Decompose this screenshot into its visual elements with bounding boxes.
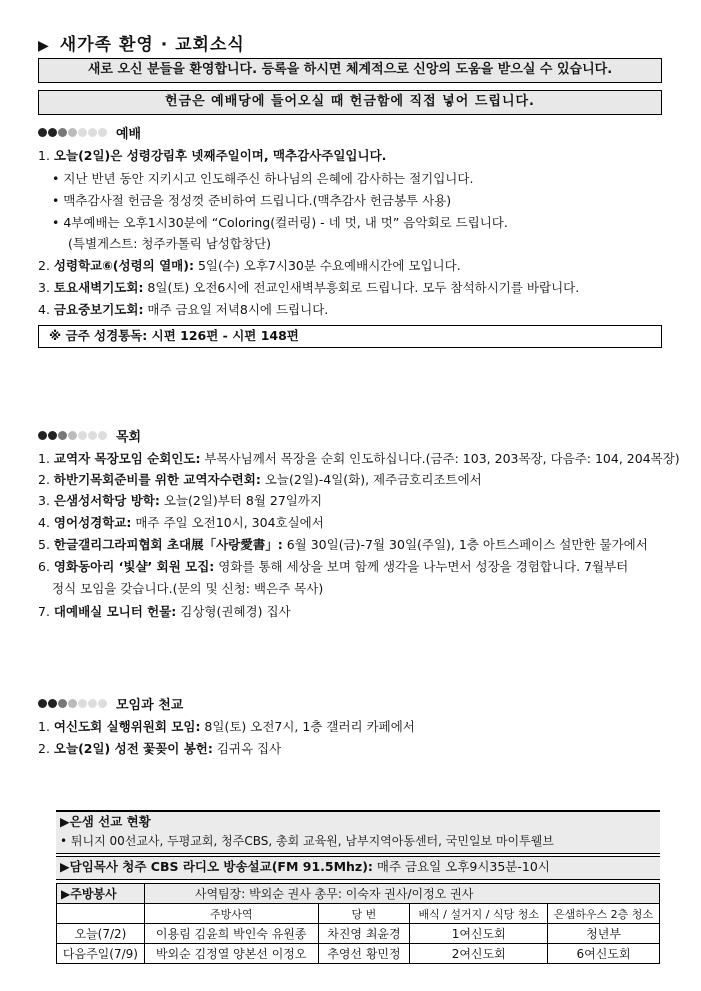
- empty-cell: [57, 904, 145, 924]
- mission-title: ▶은샘 선교 현황: [60, 814, 151, 829]
- column-header: 배식 / 설거지 / 식당 청소: [410, 904, 548, 924]
- page-title-text: 새가족 환영 · 교회소식: [59, 35, 245, 55]
- item-text: 김상형(권혜경) 집사: [176, 604, 291, 619]
- table-row: [57, 924, 660, 944]
- item-number: 2.: [38, 258, 50, 273]
- item-text: 8일(토) 오전6시에 전교인새벽부흥회로 드립니다. 모두 참석하시기를 바랍니다.: [143, 280, 580, 295]
- item-label: 한글갤리그라피협회 초대展「사랑愛書」:: [53, 537, 283, 552]
- item-text: 오늘(2일)은 성령강림후 넷째주일이며, 맥추감사주일입니다.: [53, 148, 387, 163]
- item-text: 부목사님께서 목장을 순회 인도하십니다.(금주: 103, 203목장, 다음주: 104, 204목장): [200, 451, 680, 466]
- kitchen-service-table: [56, 883, 660, 964]
- radio-time: 매주 금요일 오후9시35분-10시: [372, 859, 550, 874]
- section-title: 목회: [116, 430, 142, 445]
- service-title: ▶주방봉사: [57, 884, 145, 904]
- worship-bullet-2: • 맥추감사절 헌금을 정성껏 준비하여 드립니다.(맥추감사 헌금봉투 사용): [52, 193, 452, 208]
- house-cell: 6여신도회: [548, 944, 660, 964]
- kitchen-cell: 이용림 김윤희 박인숙 유원종: [144, 924, 318, 944]
- mission-box: [56, 810, 660, 854]
- item-label: 하반기목회준비를 위한 교역자수련회:: [53, 472, 261, 487]
- pastoral-item-4: [38, 513, 324, 533]
- pastoral-item-5: [38, 535, 648, 555]
- item-number: 4.: [38, 515, 50, 530]
- row-date: 오늘(7/2): [57, 924, 145, 944]
- worship-bullet-1: • 지난 반년 동안 지키시고 인도해주신 하나님의 은혜에 감사하는 절기입니다.: [52, 171, 474, 186]
- worship-bullet-3: • 4부예배는 오후1시30분에 “Coloring(컬러링) - 네 멋, 내 멋” 음악회로 드립니다.: [52, 215, 508, 230]
- mission-list: • 튀니지 00선교사, 두평교회, 청주CBS, 총회 교육원, 남부지역아동센터, 국민일보 마이투웰브: [60, 834, 554, 848]
- section-heading-worship: [38, 123, 141, 142]
- pastoral-item-6-continued: 정식 모임을 갖습니다.(문의 및 신청: 백은주 목사): [52, 581, 324, 596]
- column-header: 당 번: [318, 904, 410, 924]
- serving-cell: 2여신도회: [410, 944, 548, 964]
- item-text: 5일(수) 오후7시30분 수요예배시간에 모입니다.: [193, 258, 461, 273]
- item-label: 토요새벽기도회:: [53, 280, 144, 295]
- table-header-row: [57, 904, 660, 924]
- item-label: 은샘성서학당 방학:: [53, 493, 160, 508]
- item-number: 1.: [38, 148, 50, 163]
- item-number: 1.: [38, 719, 50, 734]
- item-text: 영화를 통해 세상을 보며 함께 생각을 나누면서 성장을 경험합니다. 7월부터: [214, 559, 629, 574]
- table-title-row: [57, 884, 660, 904]
- worship-item-1: [38, 146, 386, 166]
- worship-item-3: [38, 278, 579, 298]
- item-text: 매주 금요일 저녁8시에 드립니다.: [143, 302, 329, 317]
- dots-icon: [38, 128, 108, 137]
- table-row: [57, 944, 660, 964]
- item-label: 교역자 목장모임 순회인도:: [53, 451, 201, 466]
- pastoral-item-1: [38, 449, 680, 469]
- radio-title: ▶담임목사 청주 CBS 라디오 방송설교(FM 91.5Mhz):: [60, 859, 373, 874]
- offering-notice: 헌금은 예배당에 들어오실 때 헌금함에 직접 넣어 드립니다.: [38, 90, 662, 115]
- item-label: 영화동아리 ‘빛샬’ 회원 모집:: [53, 559, 215, 574]
- worship-item-4: [38, 300, 328, 320]
- item-text: 8일(토) 오전7시, 1층 갤러리 카페에서: [200, 719, 415, 734]
- item-text: 6월 30일(금)-7월 30일(주일), 1층 아트스페이스 설만한 물가에서: [282, 537, 648, 552]
- item-number: 3.: [38, 493, 50, 508]
- item-number: 3.: [38, 280, 50, 295]
- item-label: 금요중보기도회:: [53, 302, 144, 317]
- item-text: 매주 주일 오전10시, 304호실에서: [131, 515, 324, 530]
- gathering-item-2: [38, 739, 281, 759]
- item-label: 여신도회 실행위원회 모임:: [53, 719, 201, 734]
- pastoral-item-7: [38, 602, 291, 622]
- column-header: 주방사역: [144, 904, 318, 924]
- section-heading-gathering: [38, 694, 183, 713]
- item-number: 1.: [38, 451, 50, 466]
- section-title: 모임과 천교: [116, 698, 184, 713]
- item-label: 대예배실 모니터 헌물:: [53, 604, 177, 619]
- pastoral-item-2: [38, 470, 482, 490]
- item-number: 2.: [38, 741, 50, 756]
- item-number: 6.: [38, 559, 50, 574]
- section-heading-pastoral: [38, 426, 141, 445]
- radio-line: [56, 857, 660, 877]
- item-label: 영어성경학교:: [53, 515, 132, 530]
- item-text: 오늘(2일)부터 8월 27일까지: [159, 493, 323, 508]
- row-date: 다음주일(7/9): [57, 944, 145, 964]
- dots-icon: [38, 699, 108, 708]
- pastoral-item-3: [38, 491, 322, 511]
- dots-icon: [38, 431, 108, 440]
- special-guest: (특별게스트: 청주카톨릭 남성합창단): [68, 236, 272, 251]
- triangle-marker-icon: ▶: [38, 38, 50, 54]
- item-number: 2.: [38, 472, 50, 487]
- gathering-item-1: [38, 717, 415, 737]
- item-number: 4.: [38, 302, 50, 317]
- pastoral-item-6: [38, 557, 628, 577]
- column-header: 은샘하우스 2층 청소: [548, 904, 660, 924]
- item-number: 5.: [38, 537, 50, 552]
- duty-cell: 차진영 최윤경: [318, 924, 410, 944]
- welcome-notice: 새로 오신 분들을 환영합니다. 등록을 하시면 체계적으로 신앙의 도움을 받으실 수 있습니다.: [38, 58, 662, 83]
- radio-box: [56, 856, 660, 880]
- item-text: 오늘(2일)-4일(화), 제주금호리조트에서: [260, 472, 482, 487]
- item-label: 성령학교⑥(성령의 열매):: [53, 258, 194, 273]
- item-number: 7.: [38, 604, 50, 619]
- house-cell: 청년부: [548, 924, 660, 944]
- duty-cell: 추영선 황민정: [318, 944, 410, 964]
- item-text: 김귀옥 집사: [212, 741, 282, 756]
- serving-cell: 1여신도회: [410, 924, 548, 944]
- worship-item-2: [38, 256, 461, 276]
- page-title: [38, 30, 245, 55]
- item-label: 오늘(2일) 성전 꽃꽂이 봉헌:: [53, 741, 213, 756]
- section-title: 예배: [116, 127, 142, 142]
- bible-reading-box: ※ 금주 성경통독: 시편 126편 - 시편 148편: [38, 325, 662, 348]
- team-info: 사역팀장: 박외순 권사 총무: 이숙자 권사/이정오 권사: [144, 884, 659, 904]
- kitchen-cell: 박외순 김정열 양본선 이정오: [144, 944, 318, 964]
